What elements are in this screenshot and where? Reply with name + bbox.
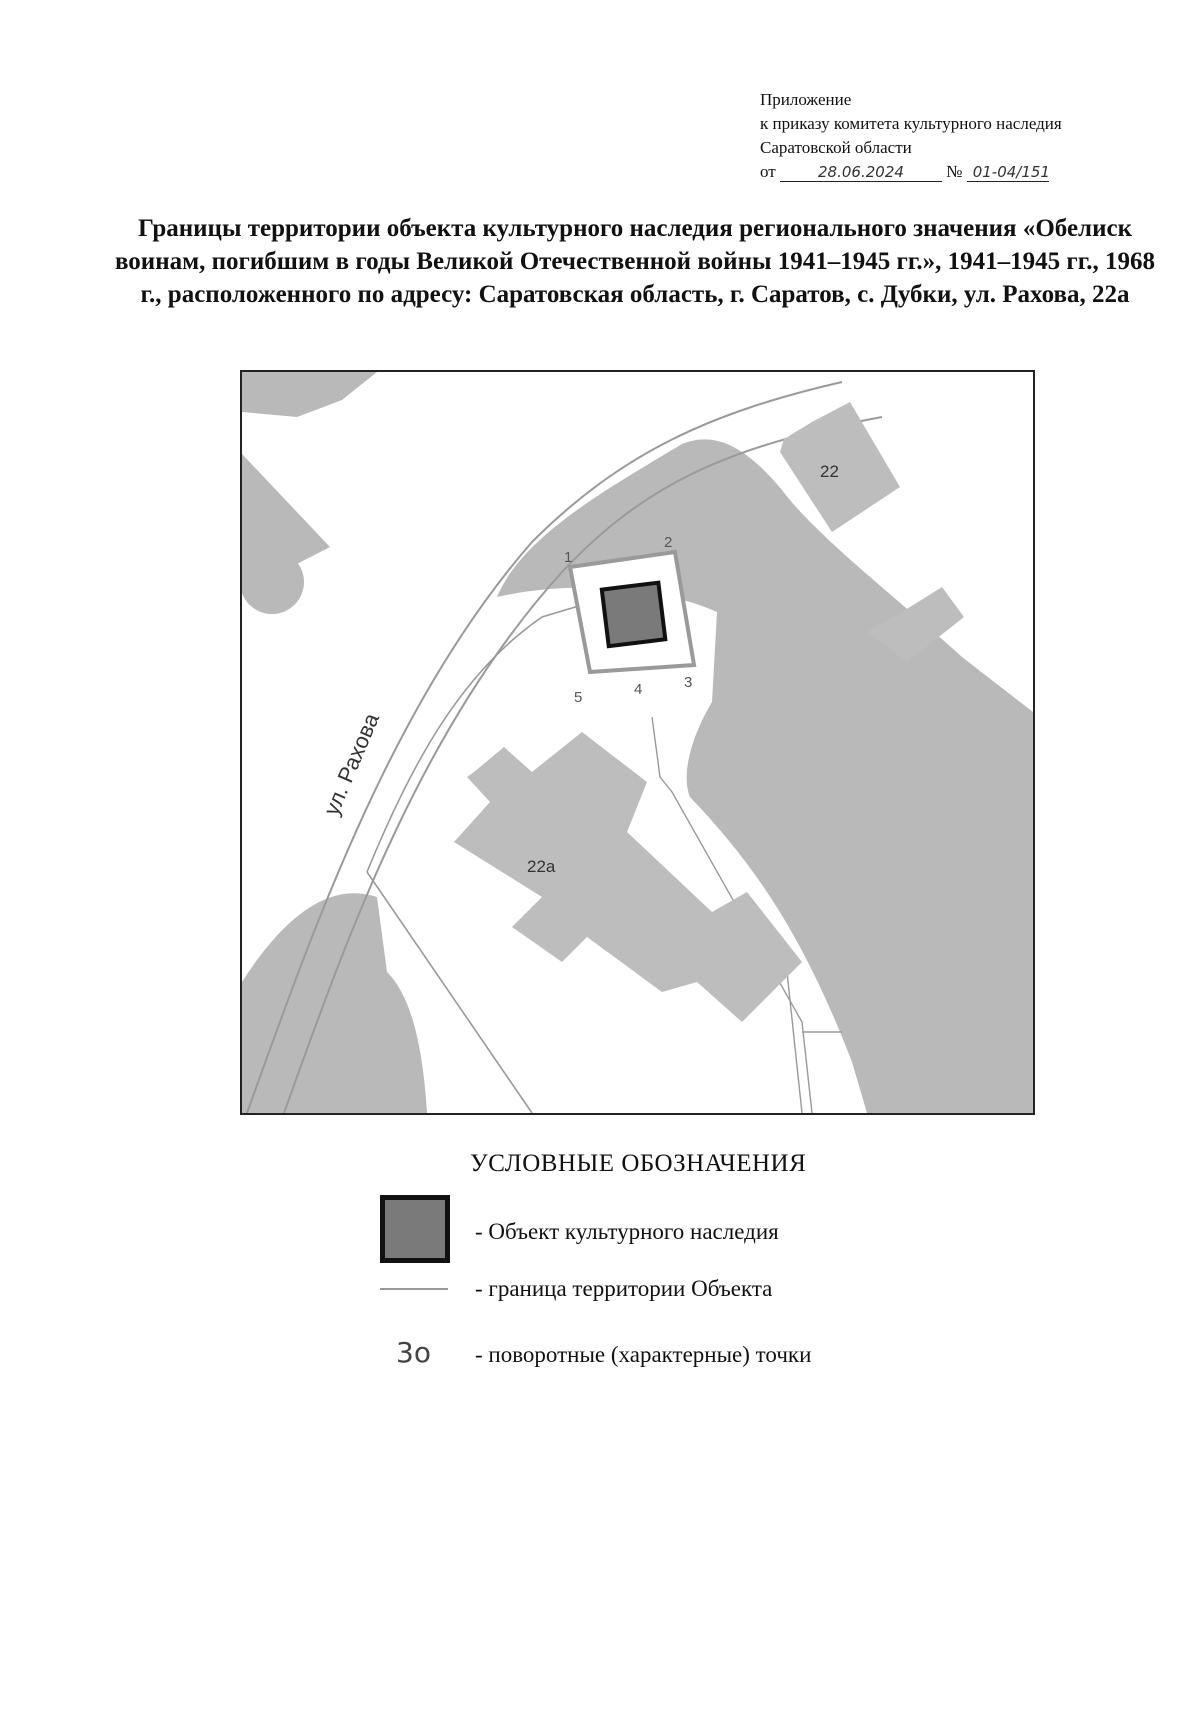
heritage-object <box>602 583 666 647</box>
site-map-drawing <box>242 372 1033 1113</box>
date-prefix: от <box>760 162 776 181</box>
building-label-22a: 22a <box>527 857 556 876</box>
legend-label-boundary: - граница территории Объекта <box>475 1276 773 1301</box>
appendix-date-number-line <box>760 160 1062 184</box>
boundary-point-3: 3 <box>684 674 693 691</box>
legend-item-heritage-object <box>380 1195 980 1259</box>
legend-title: УСЛОВНЫЕ ОБОЗНАЧЕНИЯ <box>470 1150 807 1177</box>
building-label-22: 22 <box>820 462 839 481</box>
heritage-object-symbol <box>380 1195 450 1263</box>
boundary-point-4: 4 <box>634 681 643 698</box>
vegetation-top-left <box>242 372 377 417</box>
boundary-line-symbol <box>380 1288 448 1290</box>
legend-label-heritage-object: - Объект культурного наследия <box>475 1219 779 1244</box>
appendix-line-3: Саратовской области <box>760 138 912 157</box>
street-label: ул. Рахова <box>318 709 384 819</box>
legend-item-boundary <box>380 1276 980 1340</box>
vegetation-bottom-left <box>242 893 427 1113</box>
document-title: Границы территории объекта культурного наследия регионального значения «Обелиск воинам, погибшим в годы Великой Отечественной войны 1941–1945 гг.», 1941–1945 гг., 1968 г., расположенного по адресу: Саратовская область, г. Саратов, с. Дубки, ул. Рахова, 22а <box>114 215 1156 308</box>
appendix-block <box>760 88 1062 184</box>
number-prefix: № <box>946 162 963 181</box>
order-date: 28.06.2024 <box>780 163 942 182</box>
appendix-line-2: к приказу комитета культурного наследия <box>760 114 1062 133</box>
boundary-point-1: 1 <box>564 549 573 566</box>
legend-label-points: - поворотные (характерные) точки <box>475 1342 812 1367</box>
boundary-point-5: 5 <box>574 689 583 706</box>
appendix-line-1: Приложение <box>760 90 852 109</box>
order-number: 01-04/151 <box>967 163 1049 182</box>
vegetation-circle <box>242 550 304 614</box>
legend-item-points <box>380 1338 980 1402</box>
site-map <box>240 370 1035 1115</box>
boundary-point-2: 2 <box>664 534 673 551</box>
turning-point-symbol: 3о <box>396 1336 431 1369</box>
